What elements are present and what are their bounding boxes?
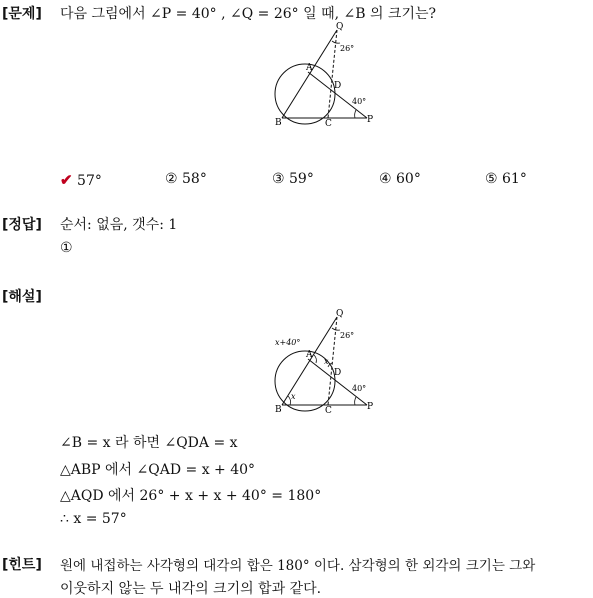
problem-tag: [문제] bbox=[2, 6, 42, 22]
label-a: A bbox=[306, 63, 313, 73]
label-angle-p: 40° bbox=[352, 384, 367, 393]
choice-1-text: 57° bbox=[77, 173, 102, 189]
choice-3-text: 59° bbox=[289, 171, 314, 187]
label-a: A bbox=[306, 350, 313, 360]
choice-1[interactable] bbox=[60, 171, 102, 189]
choice-3-mark: ③ bbox=[272, 171, 285, 187]
label-q: Q bbox=[336, 309, 344, 319]
choice-2[interactable] bbox=[165, 171, 207, 187]
label-p: P bbox=[367, 402, 374, 412]
label-b: B bbox=[275, 405, 282, 415]
label-c: C bbox=[325, 406, 332, 416]
label-d: D bbox=[334, 368, 342, 378]
hint-line-1: 원에 내접하는 사각형의 대각의 합은 180° 이다. 삼각형의 한 외각의 크기는 그와 bbox=[60, 558, 536, 574]
solution-line-4: ∴ x = 57° bbox=[60, 511, 127, 527]
segment-bq bbox=[282, 30, 337, 118]
label-angle-b-x: x bbox=[291, 392, 296, 401]
angle-a-arc bbox=[314, 355, 316, 363]
choice-4[interactable] bbox=[379, 171, 421, 187]
figure-1 bbox=[270, 18, 380, 130]
hint-line-2: 이웃하지 않는 두 내각의 크기의 합과 같다. bbox=[60, 581, 322, 597]
check-mark-icon: ✔ bbox=[60, 171, 73, 189]
label-angle-x40: x+40° bbox=[275, 338, 301, 347]
answer-line-2: ① bbox=[60, 240, 73, 256]
solution-line-1: ∠B = x 라 하면 ∠QDA = x bbox=[60, 435, 238, 451]
solution-tag: [해설] bbox=[2, 289, 42, 305]
figure-2 bbox=[270, 305, 382, 417]
solution-line-2: △ABP 에서 ∠QAD = x + 40° bbox=[60, 462, 256, 478]
segment-ap bbox=[308, 72, 367, 118]
label-angle-p: 40° bbox=[352, 97, 367, 106]
label-q: Q bbox=[336, 22, 344, 32]
label-d: D bbox=[334, 81, 342, 91]
choice-4-mark: ④ bbox=[379, 171, 392, 187]
problem-text: 다음 그림에서 ∠P = 40° , ∠Q = 26° 일 때, ∠B 의 크기는? bbox=[60, 6, 437, 22]
choice-3[interactable] bbox=[272, 171, 314, 187]
choice-2-text: 58° bbox=[182, 171, 207, 187]
segment-ap bbox=[308, 359, 367, 405]
answer-tag: [정답] bbox=[2, 217, 42, 233]
choice-2-mark: ② bbox=[165, 171, 178, 187]
angle-p-arc bbox=[355, 110, 356, 118]
label-p: P bbox=[367, 115, 374, 125]
choice-5-text: 61° bbox=[502, 171, 527, 187]
solution-line-3: △AQD 에서 26° + x + x + 40° = 180° bbox=[60, 488, 322, 504]
label-angle-d-x: x bbox=[324, 357, 329, 366]
label-angle-q: 26° bbox=[340, 44, 355, 53]
choice-4-text: 60° bbox=[396, 171, 421, 187]
answer-line-1: 순서: 없음, 갯수: 1 bbox=[60, 217, 178, 233]
angle-p-arc bbox=[355, 397, 356, 405]
choice-5[interactable] bbox=[485, 171, 527, 187]
label-angle-q: 26° bbox=[340, 331, 355, 340]
choice-5-mark: ⑤ bbox=[485, 171, 498, 187]
label-b: B bbox=[275, 118, 282, 128]
hint-tag: [힌트] bbox=[2, 557, 42, 573]
label-c: C bbox=[325, 119, 332, 129]
